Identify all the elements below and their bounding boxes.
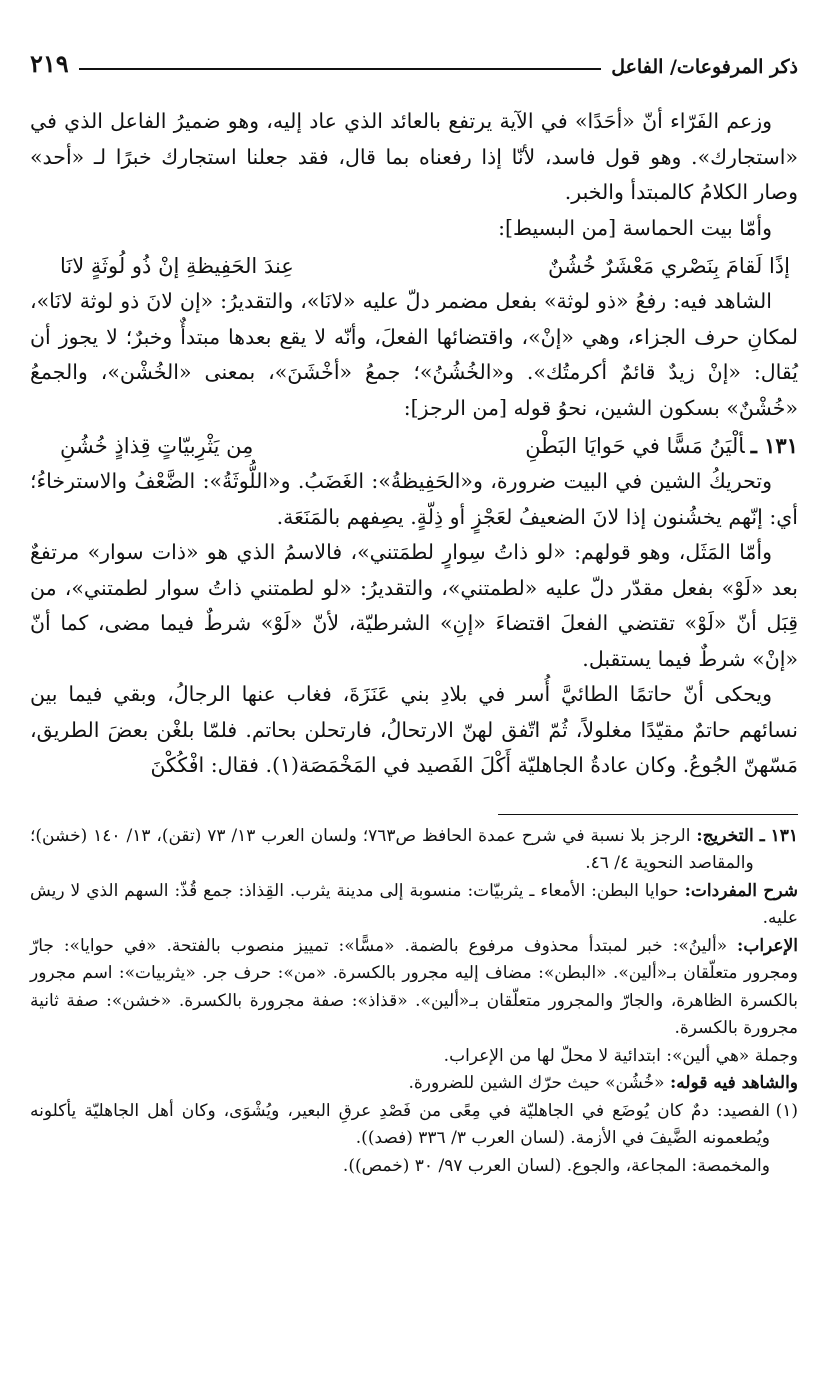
note-label: شرح المفردات: bbox=[684, 880, 798, 901]
footnotes bbox=[30, 823, 798, 1181]
paragraph-hamasa-intro: وأمّا بيت الحماسة [من البسيط]: bbox=[498, 215, 772, 240]
verse-hemistich-first: ألْيَنُ مَسًّا في حَوايَا البَطْنِ bbox=[525, 434, 745, 458]
footnote-text: الفصيد: دمٌ كان يُوضَع في الجاهليّة في مِعًى من فَصْدِ عرقِ البعير، ويُشْوَى، وكان أهل الجاهليّة يأكلونه ويُطعمونه الضَّيفَ في الأزمة. (لسان العرب ٣/ ٣٣٦ (فصد)). bbox=[30, 1100, 770, 1148]
note-jumla: وجملة «هي ألين»: ابتدائية لا محلّ لها من الإعراب. bbox=[443, 1045, 798, 1066]
verse-131 bbox=[30, 426, 798, 464]
header-rule bbox=[79, 68, 602, 70]
paragraph-mathal: وأمّا المَثَل، وهو قولهم: «لو ذاتُ سِوارٍ لطمَتني»، فالاسمُ الذي هو «ذات سوار» مرتفعٌ بعد «لَوْ» بفعل مقدّر دلّ عليه «لطمتني»، والتقديرُ: «لو لطمتني ذاتُ سوار لطمتني»، من قِبَل أنّ «لَوْ» تقتضي الفعلَ اقتضاءَ «إنِ» الشرطيّة، لأنّ «لَوْ» شرطٌ فيما مضى، كما أنّ «إنْ» شرطٌ فيما يستقبل. bbox=[30, 540, 798, 671]
note-label: الإعراب: bbox=[737, 935, 798, 956]
note-text: «ألينُ»: خبر لمبتدأ محذوف مرفوع بالضمة. «مسًّا»: تمييز منصوب بالفتحة. «في حوايا»: جارّ ومجرور متعلّقان بـ«ألين». «البطن»: مضاف إليه مجرور بالكسرة. «من»: حرف جر. «يثربيات»: اسم مجرور بالكسرة الظاهرة، والجارّ والمجرور متعلّقان بـ«ألين». «قذاذ»: صفة مجرورة بالكسرة. «خشن»: صفة ثانية مجرورة بالكسرة. bbox=[30, 935, 798, 1038]
verse-hamasa bbox=[30, 246, 798, 284]
note-shahid bbox=[30, 1070, 798, 1098]
note-label: التخريج: bbox=[696, 825, 754, 846]
page-number: ٢١٩ bbox=[30, 49, 69, 78]
note-mufradat bbox=[30, 878, 798, 933]
note-number: ١٣١ ـ bbox=[759, 825, 798, 846]
note-takhrij bbox=[30, 823, 798, 878]
footnote-1-continuation: والمخمصة: المجاعة، والجوع. (لسان العرب ٩٧/ ٣٠ (خمص)). bbox=[342, 1155, 770, 1176]
note-text: الرجز بلا نسبة في شرح عمدة الحافظ ص٧٦٣؛ ولسان العرب ١٣/ ٧٣ (تقن)، ١٣/ ١٤٠ (خشن)؛ والمقاصد النحوية ٤/ ٤٦. bbox=[30, 825, 754, 873]
page-header bbox=[30, 40, 798, 78]
paragraph-hatim: ويحكى أنّ حاتمًا الطائيَّ أُسر في بلادِ بني عَنَزَةَ، فغاب عنها الرجالُ، وبقي فيما بين نسائهم حاتمٌ مقيّدًا مغلولاً، ثُمّ اتّفق لهنّ الارتحالُ، فارتحلن بحاتم. فلمّا بلغْن بعضَ الطريق، مَسّهنّ الجُوعُ. وكان عادةُ الجاهليّة أَكْلَ الفَصيد في المَخْمَصَة(١). فقال: افْكُكْنَ bbox=[30, 682, 798, 777]
paragraph-farra: وزعم الفَرّاء أنّ «أحَدًا» في الآية يرتفع بالعائد الذي عاد إليه، وهو ضميرُ الفاعل الذي في «استجارك». وهو قول فاسد، لأنّا إذا رفعناه بما قال، فقد جعلنا استجارك خبرًا لـ «أحد» وصار الكلامُ كالمبتدأ والخبر. bbox=[30, 109, 798, 204]
verse-hemistich-first: إذًا لَقامَ بِنَصْري مَعْشَرٌ خُشُنٌ bbox=[548, 254, 790, 278]
paragraph-shahid: الشاهد فيه: رفعُ «ذو لوثة» بفعل مضمر دلّ عليه «لانَا»، والتقديرُ: «إن لانَ ذو لوثة لانَا»، لمكانِ حرف الجزاء، وهي «إنْ»، واقتضائها الفعلَ، وأنّه لا يقع بعدها مبتدأٌ وخبرٌ؛ لا يجوز أن يُقال: «إنْ زيدٌ قائمٌ أكرمتُك». و«الخُشُنُ»؛ جمعُ «أخْشَنَ»، بمعنى «الخُشْن»، والجمعُ «خُشْنٌ» بسكون الشين، نحوُ قوله [من الرجز]: bbox=[30, 289, 798, 420]
note-irab bbox=[30, 933, 798, 1043]
note-text: حوايا البطن: الأمعاء ـ يثربيّات: منسوبة إلى مدينة يثرب. القِذاذ: جمع قُذّ: السهم الذي لا ريش عليه. bbox=[30, 880, 798, 928]
verse-number: ١٣١ ـ bbox=[750, 433, 798, 458]
running-head: ذكر المرفوعات/ الفاعل bbox=[611, 56, 798, 78]
verse-hemistich-second: مِن يَثْرِبيّاتٍ قِذاذٍ خُشُنِ bbox=[60, 434, 254, 458]
note-text: «خُشُن» حيث حرّك الشين للضرورة. bbox=[408, 1073, 665, 1093]
verse-hemistich-second: عِندَ الحَفِيظةِ إنْ ذُو لُوثَةٍ لانَا bbox=[60, 254, 294, 278]
note-label: والشاهد فيه قوله: bbox=[669, 1073, 798, 1093]
footnote-number: (١) bbox=[775, 1100, 798, 1121]
main-text bbox=[30, 104, 798, 784]
paragraph-explanation: وتحريكُ الشين في البيت ضرورة، و«الحَفِيظةُ»: الغَضَبُ. و«اللُّوثَةُ»: الضَّعْفُ والاسترخاءُ؛ أي: إنّهم يخشُنون إذا لانَ الضعيفُ لعَجْزٍ أو ذِلّةٍ. يصِفهم بالمَنَعَة. bbox=[30, 469, 798, 529]
footnote-rule bbox=[498, 814, 798, 815]
footnote-1 bbox=[30, 1098, 798, 1153]
